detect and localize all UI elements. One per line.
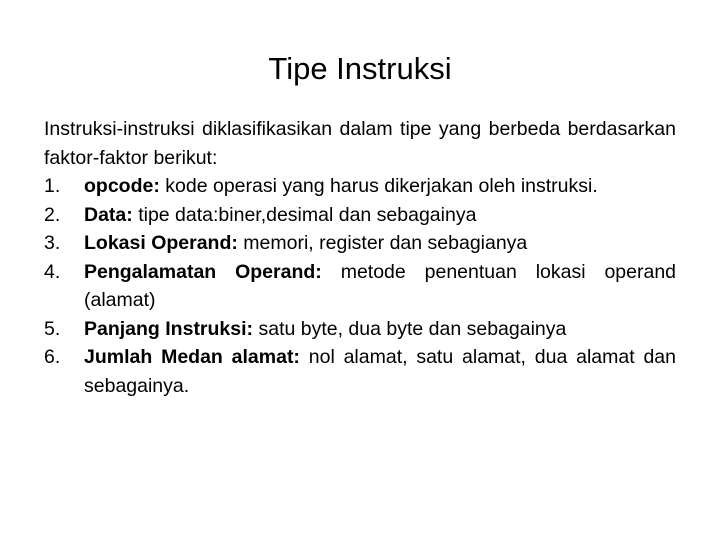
list-term: Jumlah Medan alamat: (84, 346, 300, 368)
list-term: Lokasi Operand: (84, 232, 238, 254)
list-item (44, 315, 676, 344)
slide-body (44, 115, 676, 400)
list-item (44, 172, 676, 201)
list-term: opcode: (84, 175, 160, 197)
list-number: 3. (44, 232, 61, 254)
list-item (44, 201, 676, 230)
list-term: Data: (84, 203, 133, 226)
list-text: kode operasi yang harus dikerjakan oleh instruksi. (165, 175, 598, 197)
instruction-type-list (44, 172, 676, 400)
list-term: Panjang Instruksi: (84, 317, 254, 340)
list-text: satu byte, dua byte dan sebagainya (258, 317, 567, 340)
list-item (44, 229, 676, 258)
list-number: 2. (44, 203, 61, 226)
list-text: nol alamat, satu alamat, dua alamat dan sebagainya. (84, 346, 676, 397)
list-item (44, 258, 676, 315)
list-text: tipe data:biner,desimal dan sebagainya (138, 203, 477, 226)
list-text: metode penentuan lokasi operand (alamat) (84, 260, 677, 311)
slide-title: Tipe Instruksi (268, 51, 452, 86)
list-text: memori, register dan sebagianya (243, 232, 528, 254)
list-term: Pengalamatan Operand: (84, 260, 322, 283)
list-number: 4. (44, 260, 61, 283)
list-number: 1. (44, 175, 61, 197)
intro-paragraph: Instruksi-instruksi diklasifikasikan dalam tipe yang berbeda berdasarkan faktor-faktor berikut: (44, 118, 676, 169)
list-number: 5. (44, 317, 61, 340)
list-number: 6. (44, 346, 61, 368)
list-item (44, 343, 676, 400)
